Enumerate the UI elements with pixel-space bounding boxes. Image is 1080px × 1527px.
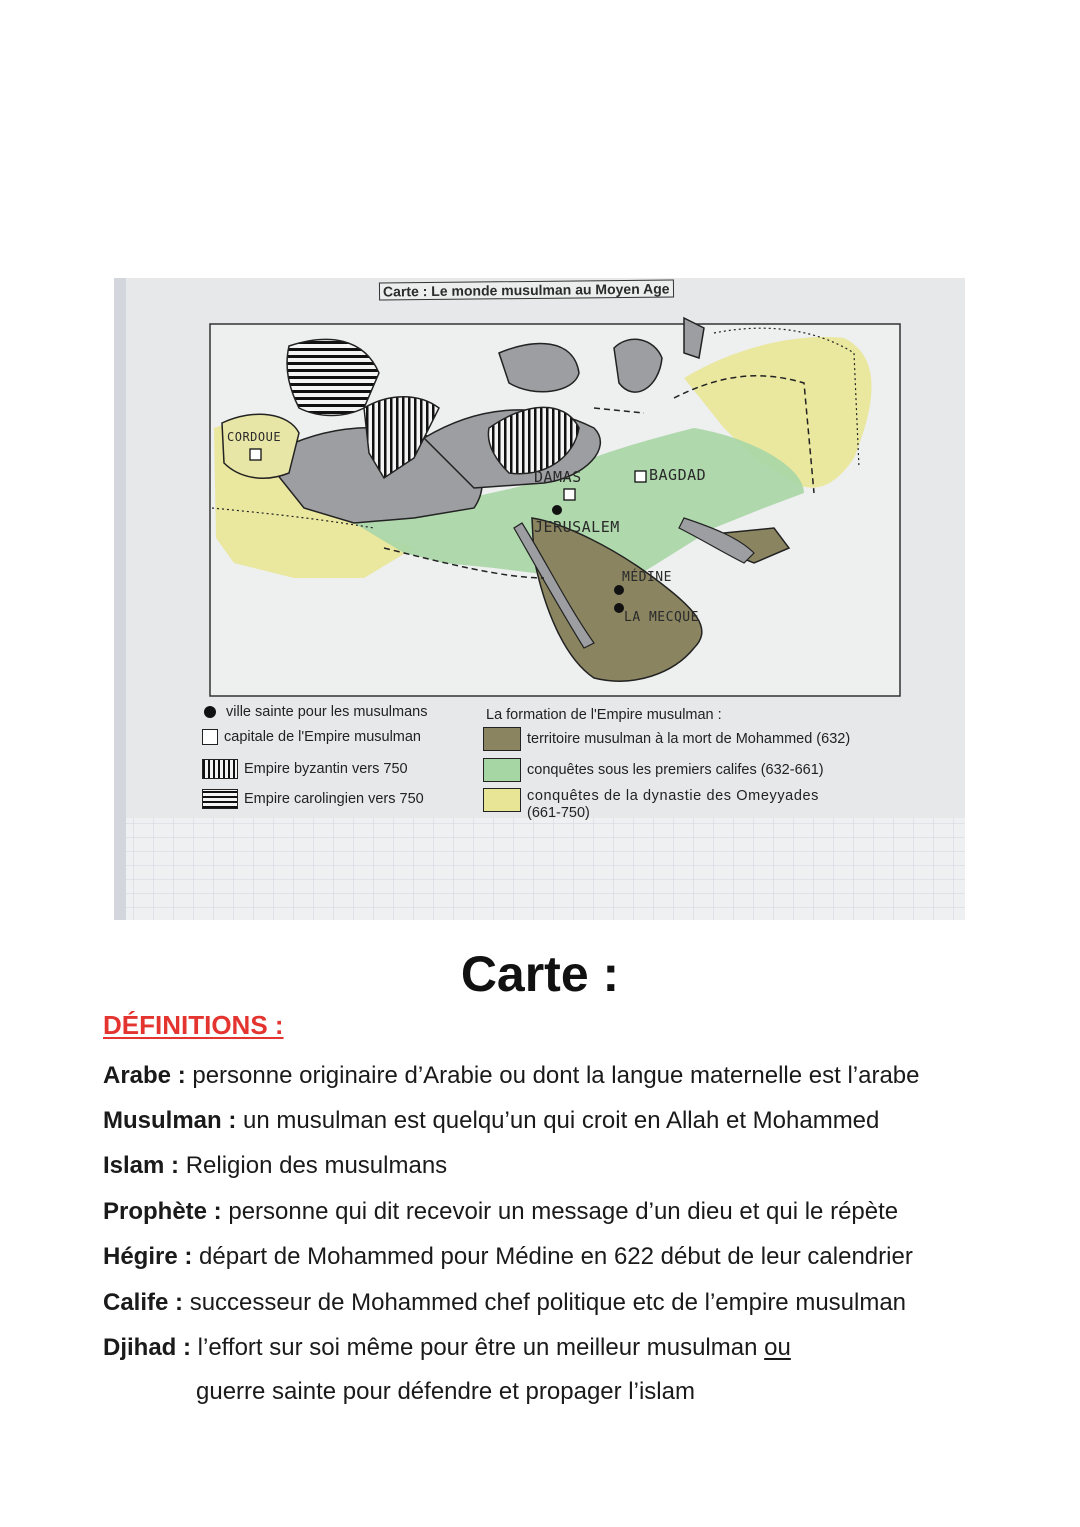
dot-icon bbox=[204, 706, 216, 718]
legend-632-661: conquêtes sous les premiers califes (632-661) bbox=[483, 758, 824, 782]
underlined-ou: ou bbox=[764, 1334, 791, 1361]
definition-djihad-continuation: guerre sainte pour défendre et propager l’islam bbox=[196, 1378, 695, 1405]
yellow-swatch-icon bbox=[483, 788, 521, 812]
medine-dot bbox=[614, 585, 624, 595]
legend-holy-city: ville sainte pour les musulmans bbox=[204, 704, 427, 720]
definition-arabe: Arabe : personne originaire d’Arabie ou dont la langue maternelle est l’arabe bbox=[103, 1062, 920, 1089]
legend-formation-title: La formation de l'Empire musulman : bbox=[486, 707, 722, 723]
bagdad-square bbox=[635, 471, 646, 482]
horizontal-hatch-icon bbox=[202, 789, 238, 809]
page-heading: Carte : bbox=[460, 946, 620, 1002]
definition-islam: Islam : Religion des musulmans bbox=[103, 1152, 448, 1179]
legend-byzantine: Empire byzantin vers 750 bbox=[202, 759, 408, 779]
label-medine: MÉDINE bbox=[622, 570, 672, 585]
iberia-area bbox=[222, 414, 299, 478]
definitions-title: DÉFINITIONS : bbox=[103, 1010, 284, 1040]
notebook-margin bbox=[114, 278, 126, 920]
la-mecque-dot bbox=[614, 603, 624, 613]
legend-capital: capitale de l'Empire musulman bbox=[202, 729, 421, 745]
map-drawing bbox=[114, 278, 965, 920]
jerusalem-dot bbox=[552, 505, 562, 515]
map-photo bbox=[114, 278, 965, 920]
label-jerusalem: JERUSALEM bbox=[534, 518, 620, 536]
damas-square bbox=[564, 489, 575, 500]
legend-632: territoire musulman à la mort de Mohammed (632) bbox=[483, 727, 850, 751]
label-bagdad: BAGDAD bbox=[649, 466, 707, 484]
definition-musulman: Musulman : un musulman est quelqu’un qui croit en Allah et Mohammed bbox=[103, 1107, 880, 1134]
green-swatch-icon bbox=[483, 758, 521, 782]
definition-djihad: Djihad : l’effort sur soi même pour être un meilleur musulman ou bbox=[103, 1334, 791, 1361]
legend-carolingian: Empire carolingien vers 750 bbox=[202, 789, 424, 809]
definition-calife: Calife : successeur de Mohammed chef politique etc de l’empire musulman bbox=[103, 1289, 907, 1316]
cordoue-square bbox=[250, 449, 261, 460]
definition-hegire: Hégire : départ de Mohammed pour Médine en 622 début de leur calendrier bbox=[103, 1243, 913, 1270]
label-la-mecque: LA MECQUE bbox=[624, 610, 699, 625]
legend-661-750: conquêtes de la dynastie des Omeyyades (661-750) bbox=[483, 788, 819, 822]
black-sea bbox=[499, 343, 579, 391]
map-title: Carte : Le monde musulman au Moyen Age bbox=[379, 279, 674, 300]
square-icon bbox=[202, 729, 218, 745]
vertical-hatch-icon bbox=[202, 759, 238, 779]
brown-swatch-icon bbox=[483, 727, 521, 751]
definition-prophete: Prophète : personne qui dit recevoir un message d’un dieu et qui le répète bbox=[103, 1198, 899, 1225]
label-damas: DAMAS bbox=[534, 468, 582, 486]
label-cordoue: CORDOUE bbox=[227, 430, 282, 444]
